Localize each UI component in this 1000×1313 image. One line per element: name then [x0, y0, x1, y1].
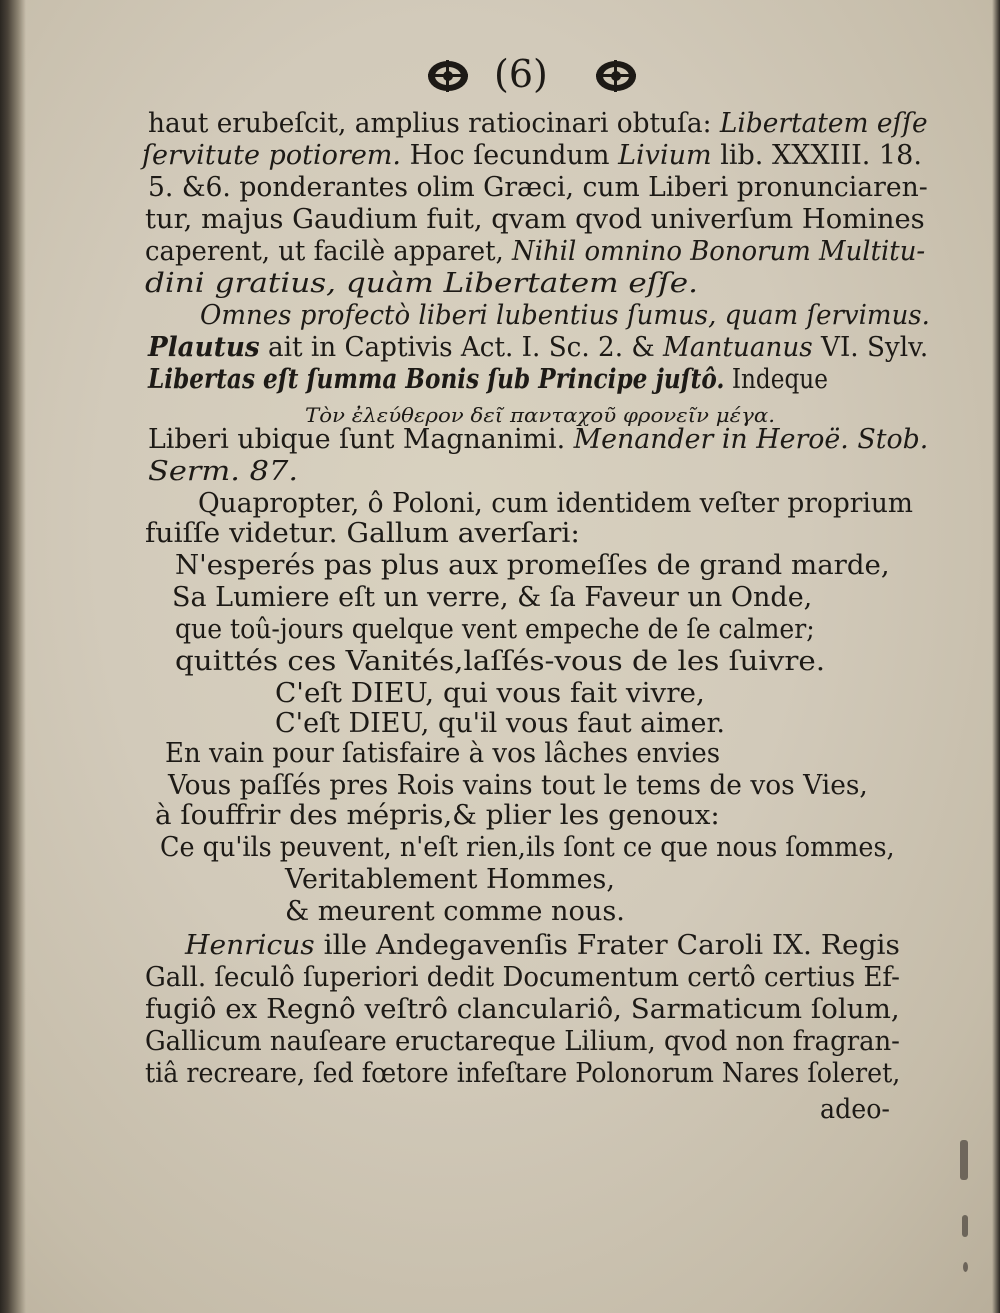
text-line — [145, 268, 698, 300]
text-segment: Veritablement Hommes, — [285, 864, 615, 895]
text-line — [145, 236, 925, 268]
text-line — [172, 582, 812, 614]
text-line — [145, 994, 900, 1026]
text-segment: Omnes profectò liberi lubentius ſumus, quam ſervimus. — [200, 300, 930, 331]
text-line — [148, 456, 298, 488]
text-line — [175, 550, 890, 582]
text-line — [175, 646, 825, 678]
text-line — [145, 518, 580, 550]
text-segment: fugiô ex Regnô veſtrô clanculariô, Sarmaticum ſolum, — [145, 994, 900, 1025]
text-line — [185, 930, 900, 962]
text-line — [145, 962, 900, 994]
text-segment: Ce qu'ils peuvent, n'eſt rien,ils ſont ce que nous ſommes, — [160, 832, 895, 863]
text-segment: VI. Sylv. — [812, 332, 929, 363]
page-header — [420, 52, 650, 107]
text-line — [148, 424, 928, 456]
text-line — [142, 140, 922, 172]
text-segment: Indeque — [724, 364, 828, 395]
text-line — [275, 678, 705, 710]
page-edge-shadow-right — [992, 0, 1000, 1313]
text-segment: fuiſſe videtur. Gallum averſari: — [145, 518, 580, 549]
text-line — [165, 738, 720, 770]
text-line — [160, 832, 895, 864]
ink-blot — [960, 1140, 968, 1180]
text-line — [145, 1026, 900, 1058]
text-segment: Livium — [618, 140, 712, 171]
text-segment: ille Andegavenſis Frater Caroli IX. Regis — [314, 930, 900, 961]
text-segment: C'eſt DIEU, qui vous fait vivre, — [275, 678, 705, 709]
text-line — [155, 800, 720, 832]
text-segment: quittés ces Vanités,laſſés-vous de les ſuivre. — [175, 646, 826, 677]
text-segment: adeo- — [820, 1094, 890, 1125]
text-segment: Serm. 87. — [148, 456, 298, 487]
text-segment: caperent, ut facilè apparet, — [145, 236, 513, 267]
floral-ornament-icon — [592, 56, 640, 96]
text-segment: Mantuanus — [663, 332, 813, 363]
text-segment: ſervitute potiorem. — [142, 140, 402, 171]
text-segment: Nihil omnino Bonorum Multitu- — [512, 236, 926, 267]
text-segment: C'eſt DIEU, qu'il vous faut aimer. — [275, 708, 725, 739]
text-segment: tiâ recreare, ſed fœtore infeſtare Polonorum Nares ſoleret, — [145, 1058, 901, 1089]
text-line — [200, 300, 930, 332]
text-line — [145, 1058, 900, 1090]
ink-blot — [962, 1215, 968, 1237]
text-line — [198, 488, 913, 520]
text-segment: En vain pour ſatisfaire à vos lâches envies — [165, 738, 721, 769]
text-segment: Gallicum nauſeare eructareque Lilium, qvod non fragran- — [145, 1026, 900, 1057]
text-segment: haut erubeſcit, amplius ratiocinari obtuſa: — [148, 108, 720, 139]
text-line — [148, 364, 828, 396]
text-line — [148, 108, 928, 140]
text-line — [275, 708, 725, 740]
text-segment: Libertas eſt ſumma Bonis ſub Principe juſtô. — [148, 364, 725, 395]
text-line — [175, 614, 815, 646]
text-line — [148, 172, 928, 204]
text-segment: Vous paſſés pres Rois vains tout le tems de vos Vies, — [168, 770, 868, 801]
text-line — [285, 896, 625, 928]
text-segment: Menander in Heroë. Stob. — [573, 424, 929, 455]
text-segment: Sa Lumiere eſt un verre, & ſa Faveur un Onde, — [172, 582, 813, 613]
text-segment: que toû-jours quelque vent empeche de ſe calmer; — [175, 614, 815, 645]
text-segment: 5. &6. ponderantes olim Græci, cum Liberi pronunciaren- — [148, 172, 928, 203]
text-segment: lib. XXXIII. 18. — [711, 140, 922, 171]
text-line — [148, 332, 928, 364]
text-segment: tur, majus Gaudium fuit, qvam qvod univerſum Homines — [145, 204, 925, 235]
text-segment: Plautus — [148, 332, 260, 363]
text-line — [820, 1094, 890, 1126]
text-segment: ait in Captivis Act. I. Sc. 2. & — [259, 332, 664, 363]
ink-blot — [963, 1262, 968, 1272]
text-segment: Henricus — [185, 930, 315, 961]
text-segment: Gall. ſeculô ſuperiori dedit Documentum certô certius Ef- — [145, 962, 900, 993]
text-segment: N'esperés pas plus aux promeſſes de grand marde, — [175, 550, 890, 581]
text-segment: Hoc ſecundum — [401, 140, 619, 171]
text-segment: Liberi ubique ſunt Magnanimi. — [148, 424, 574, 455]
text-segment: dini gratius, quàm Libertatem eſſe. — [145, 268, 699, 299]
page-edge-shadow — [0, 0, 26, 1313]
page-number: (6) — [494, 52, 548, 96]
text-segment: Τὸν ἐλεύθερον δεῖ πανταχοῦ φρονεῖν μέγα. — [305, 403, 776, 427]
text-segment: Quapropter, ô Poloni, cum identidem veſter proprium — [198, 488, 913, 519]
text-line — [168, 770, 868, 802]
text-segment: Libertatem eſſe — [719, 108, 928, 139]
text-segment: à ſouffrir des mépris,& plier les genoux: — [155, 800, 720, 831]
text-segment: & meurent comme nous. — [285, 896, 625, 927]
text-line — [145, 204, 925, 236]
text-line — [285, 864, 615, 896]
floral-ornament-icon — [424, 56, 472, 96]
